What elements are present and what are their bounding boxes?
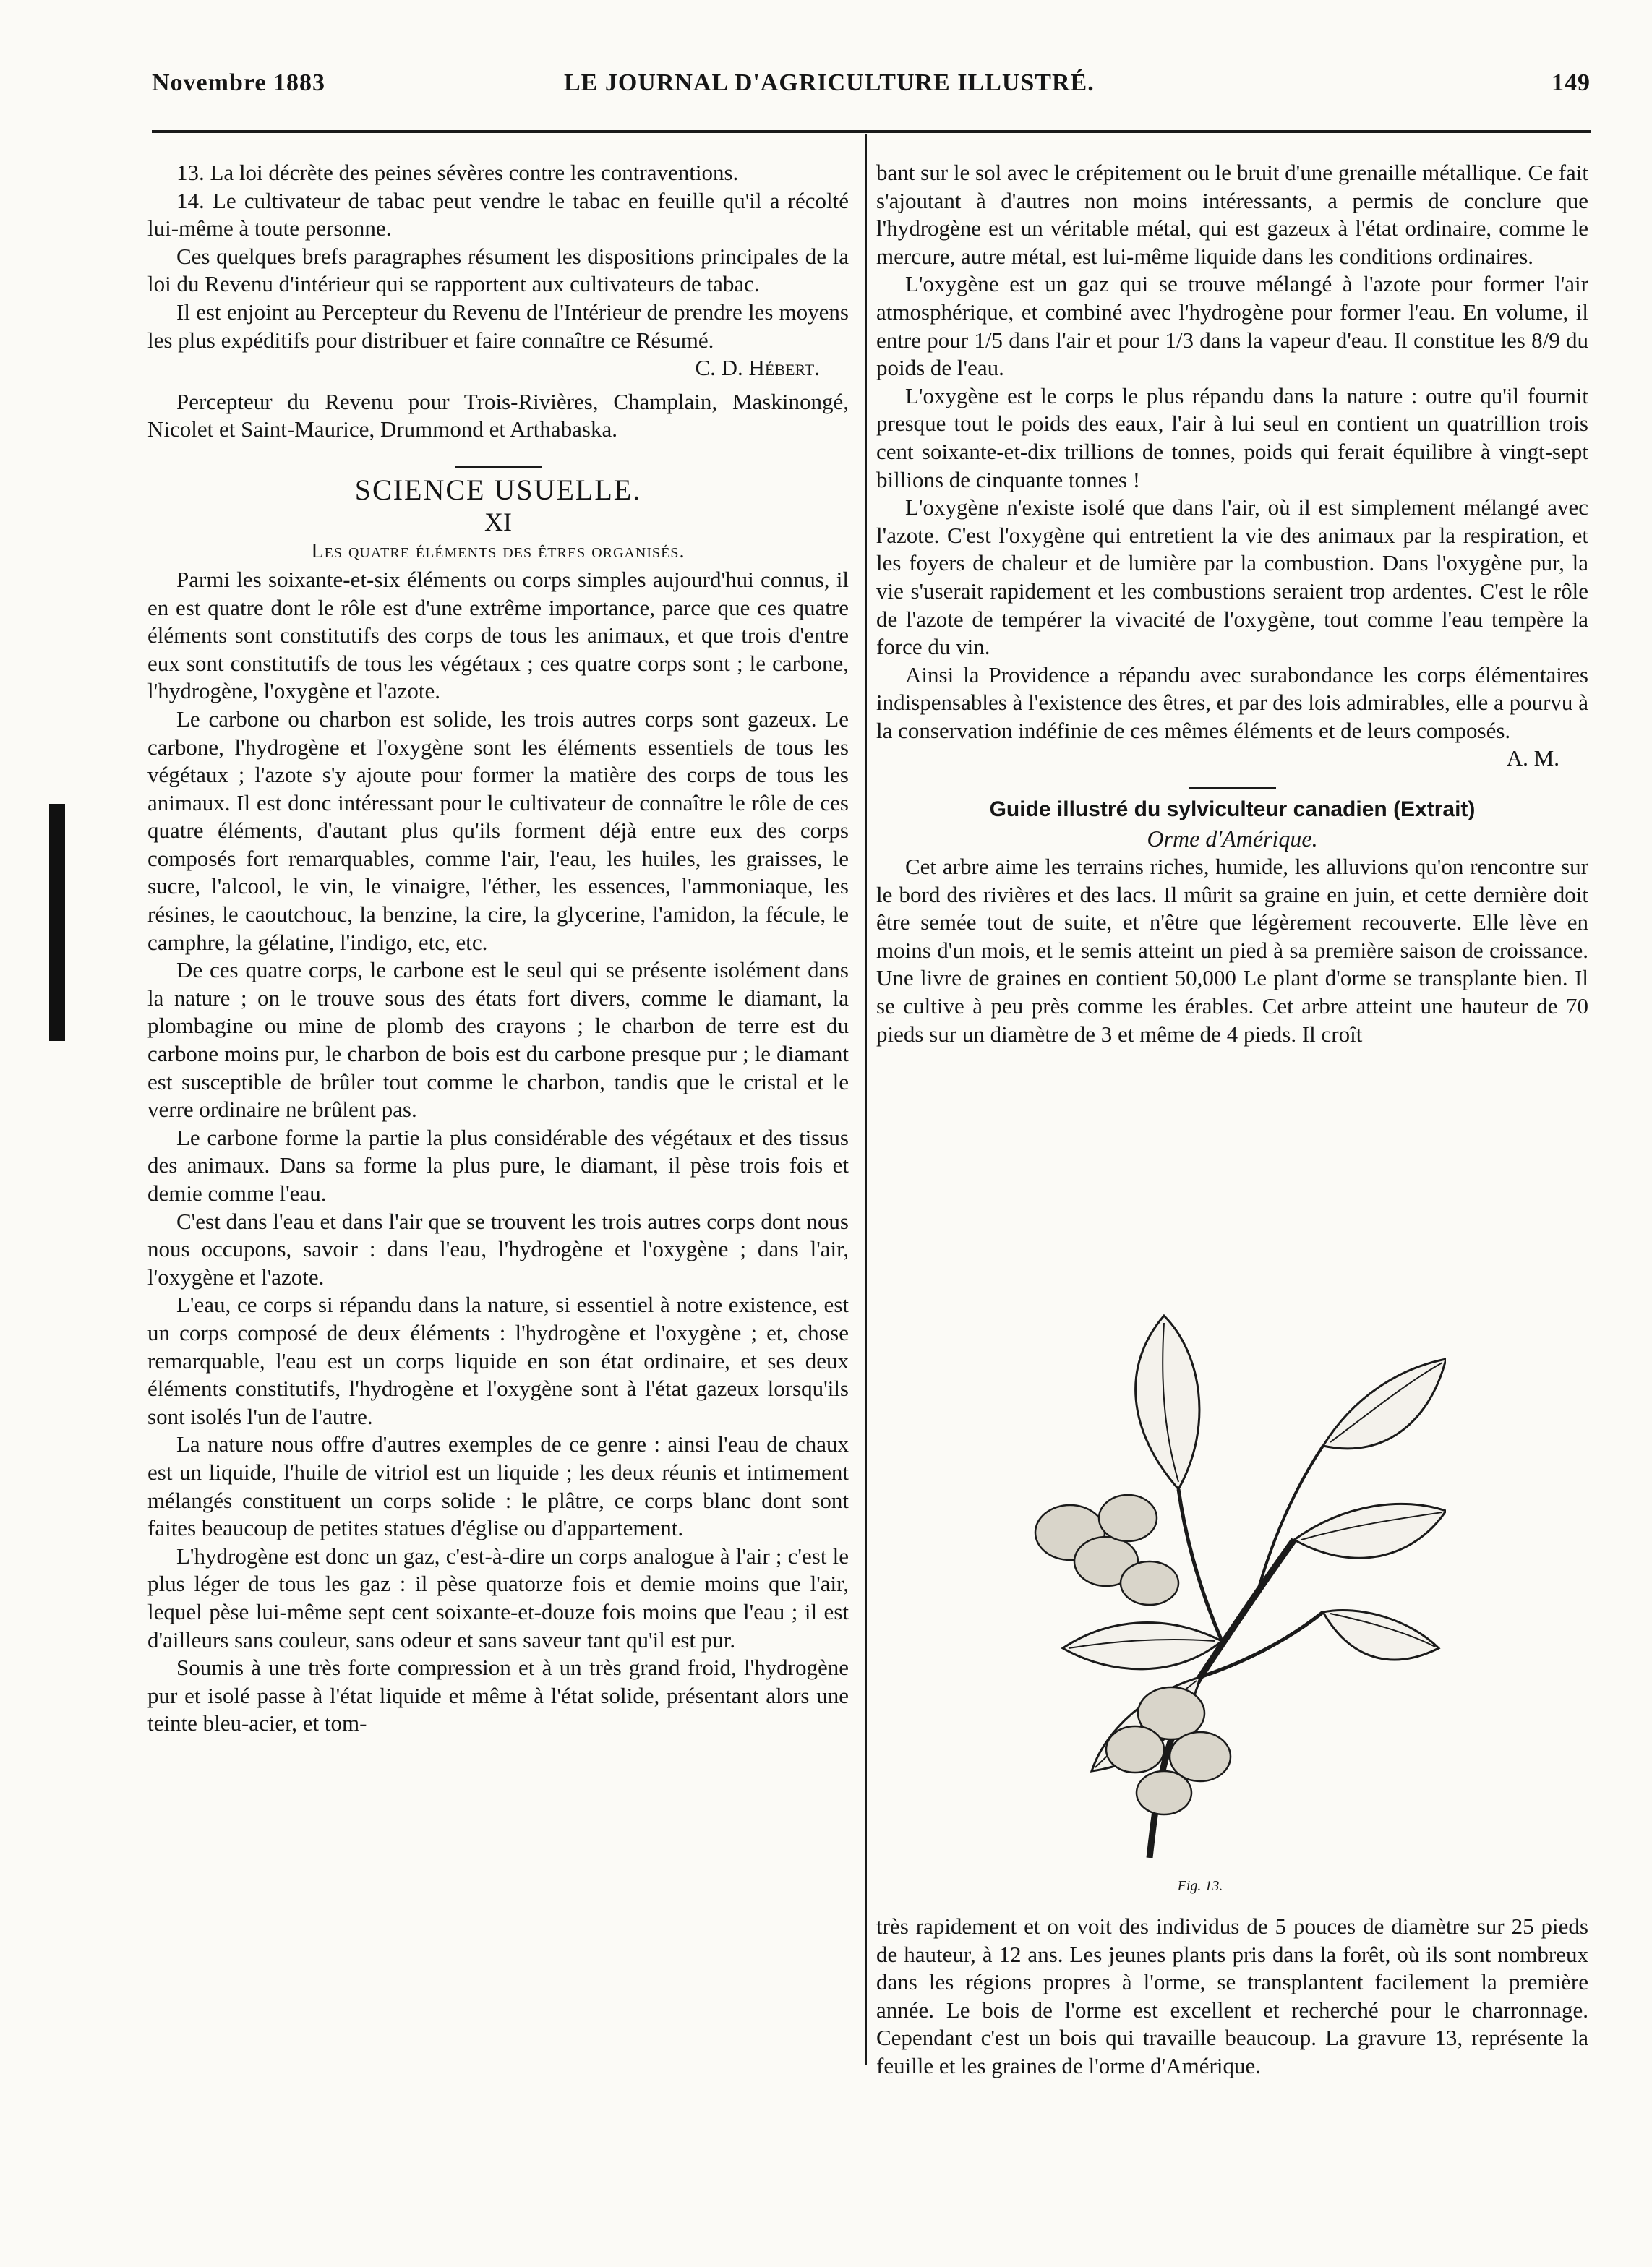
left-column — [147, 159, 849, 1738]
section-number: XI — [484, 507, 512, 536]
science-paragraph-9: Soumis à une très forte compression et à un très grand froid, l'hydrogène pur et isolé passe à l'état liquide et même à l'état solide, présentant alors une teinte bleu-acier, et tom- — [147, 1655, 849, 1736]
science-signature: A. M. — [1506, 745, 1559, 771]
oxygen-paragraph-3: L'oxygène n'existe isolé que dans l'air, où il est simplement mélangé avec l'azote. C'est l'oxygène qui entretient la vie des animaux par la respiration, et les foyers de chaleur et de lumière par la combustion. Dans l'oxygène pur, la vie s'userait rapidement et les combustions seraient trop ardentes. C'est le rôle de l'azote de tempérer la vivacité de l'oxygène, tout comme l'eau tempère la force du vin. — [876, 494, 1588, 660]
science-paragraph-3: De ces quatre corps, le carbone est le seul qui se présente isolément dans la nature ; on le trouve sous des états fort divers, comme le diamant, la plombagine ou mine de plomb des crayons ; le charbon de terre est du carbone moins pur, le charbon de bois est du carbone presque pur ; le diamant est susceptible de brûler tout comme le charbon, tandis que le cristal et le verre ordinaire ne brûlent pas. — [147, 957, 849, 1123]
section-title: SCIENCE USUELLE. — [354, 473, 642, 506]
science-paragraph-5: C'est dans l'eau et dans l'air que se trouvent les trois autres corps dont nous nous occupons, savoir : dans l'eau, l'hydrogène et l'oxygène ; dans l'air, l'oxygène et l'azote. — [147, 1208, 849, 1290]
science-paragraph-6: L'eau, ce corps si répandu dans la nature, si essentiel à notre existence, est un corps composé de deux éléments : l'hydrogène et l'oxygène ; et, chose remarquable, l'eau est un corps liquide en son état ordinaire, et ses deux éléments constitutifs, l'hydrogène et l'oxygène sont à l'état gazeux lorsqu'ils sont isolés l'un de l'autre. — [147, 1292, 849, 1429]
right-column — [876, 159, 1588, 1048]
list-item-14: 14. Le cultivateur de tabac peut vendre le tabac en feuille qu'il a récolté lui-même à toute personne. — [147, 187, 849, 241]
elm-branch-figure — [983, 1301, 1446, 1858]
header-date: Novembre 1883 — [152, 69, 325, 96]
guide-subtitle: Orme d'Amérique. — [1147, 826, 1318, 852]
signature-note: Percepteur du Revenu pour Trois-Rivières, Champlain, Maskinongé, Nicolet et Saint-Maurice, Drummond et Arthabaska. — [147, 388, 849, 442]
intro-paragraph-2: Il est enjoint au Percepteur du Revenu de l'Intérieur de prendre les moyens les plus expéditifs pour distribuer et faire connaître ce Résumé. — [147, 299, 849, 353]
science-paragraph-1: Parmi les soixante-et-six éléments ou corps simples aujourd'hui connus, il en est quatre dont le rôle est d'une extrême importance, parce que ces quatre éléments sont constitutifs des corps de tous les animaux, et que trois d'entre eux sont constitutifs de tous les végétaux ; ces quatre corps sont ; le carbone, l'hydrogène, l'oxygène et l'azote. — [147, 566, 849, 704]
page-number: 149 — [1552, 69, 1591, 96]
providence-paragraph: Ainsi la Providence a répandu avec surabondance les corps élémentaires indispensables à l'existence des êtres, et par des lois admirables, elle a pourvu à la conservation indéfinie de ces mêmes éléments et de leurs composés. — [876, 661, 1588, 743]
column-divider — [865, 134, 867, 2065]
guide-rule — [1189, 787, 1276, 789]
journal-title: LE JOURNAL D'AGRICULTURE ILLUSTRÉ. — [564, 69, 1095, 96]
science-paragraph-2: Le carbone ou charbon est solide, les trois autres corps sont gazeux. Le carbone, l'hydrogène et l'oxygène sont les éléments essentiels de tous les végétaux ; l'azote s'y ajoute pour former la matière des corps de tous les animaux. Il est donc intéressant pour le cultivateur de connaître le rôle de ces quatre éléments, d'autant plus qu'ils forment déjà entre eux des corps composés fort remarquables, comme l'air, l'eau, les huiles, les graisses, le sucre, l'alcool, le vin, le vinaigre, l'éther, les essences, l'ammoniaque, les résines, le caoutchouc, la benzine, la cire, la glycerine, l'amidon, la fécule, le camphre, la gélatine, l'indigo, etc, etc. — [147, 706, 849, 955]
margin-mark — [49, 804, 65, 1041]
guide-title: Guide illustré du sylviculteur canadien (Extrait) — [989, 797, 1476, 822]
oxygen-paragraph-1: L'oxygène est un gaz qui se trouve mélangé à l'azote pour former l'air atmosphérique, et combiné avec l'hydrogène pour former l'eau. En volume, il entre pour 1/5 dans l'air et pour 1/3 dans la vapeur d'eau. Il constitue les 8/9 du poids de l'eau. — [876, 271, 1588, 381]
signature: C. D. Hébert. — [695, 355, 820, 381]
intro-paragraph-1: Ces quelques brefs paragraphes résument les dispositions principales de la loi du Revenu d'intérieur qui se rapportent aux cultivateurs de tabac. — [147, 243, 849, 297]
list-item-13: 13. La loi décrète des peines sévères contre les contraventions. — [176, 160, 739, 185]
right-column-lower — [876, 1913, 1588, 2080]
figure-caption: Fig. 13. — [1177, 1878, 1223, 1894]
science-paragraph-8: L'hydrogène est donc un gaz, c'est-à-dire un corps analogue à l'air ; c'est le plus léger de tous les gaz : il pèse quatorze fois et demie moins que l'air, lequel pèse lui-même sept cent soixante-et-douze fois moins que l'eau ; il est d'ailleurs sans couleur, sans odeur et sans saveur tant qu'il est pur. — [147, 1543, 849, 1653]
page-header — [152, 62, 1591, 106]
section-rule — [455, 466, 542, 468]
after-figure-paragraph: très rapidement et on voit des individus de 5 pouces de diamètre sur 25 pieds de hauteur, à 12 ans. Les jeunes plants pris dans la forêt, où ils sont nombreux dans les régions propres à l'orme, se transplantent facilement la première année. Le bois de l'orme est excellent et recherché pour le charronnage. Cependant c'est un bois qui travaille beaucoup. La gravure 13, représente la feuille et les graines de l'orme d'Amérique. — [876, 1914, 1588, 2078]
science-paragraph-4: Le carbone forme la partie la plus considérable des végétaux et des tissus des animaux. Dans sa forme la plus pure, le diamant, il pèse trois fois et demie comme l'eau. — [147, 1124, 849, 1206]
oxygen-paragraph-2: L'oxygène est le corps le plus répandu dans la nature : outre qu'il fournit presque tout le poids des eaux, l'air à lui seul en contient un quatrillion trois cent soixante-et-dix trillions de tonnes, poids qui ferait équilibre à vingt-sept billions de cinquante tonnes ! — [876, 382, 1588, 492]
guide-paragraph: Cet arbre aime les terrains riches, humide, les alluvions qu'on rencontre sur le bord des rivières et des lacs. Il mûrit sa graine en juin, et cette dernière doit être semée tout de suite, et n'être que légèrement recouverte. Elle lève en moins d'un mois, et le semis atteint un pied à sa première saison de croissance. Une livre de graines en contient 50,000 Le plant d'orme se transplante bien. Il se cultive à peu près comme les érables. Cet arbre atteint une hauteur de 70 pieds sur un diamètre de 3 et même de 4 pieds. Il croît — [876, 854, 1588, 1047]
header-rule — [152, 130, 1591, 133]
science-paragraph-7: La nature nous offre d'autres exemples de ce genre : ainsi l'eau de chaux est un liquide, l'huile de vitriol est un liquide ; les deux réunis et intimement mélangés constituent un corps solide : le plâtre, ce corps blanc dont sont faites beaucoup de petites statues d'église ou d'appartement. — [147, 1431, 849, 1541]
continuation-paragraph: bant sur le sol avec le crépitement ou le bruit d'une grenaille métallique. Ce fait s'ajoutant à d'autres non moins intéressants, a permis de conclure que l'hydrogène est un véritable métal, qui est gazeux à l'état ordinaire, comme le mercure, autre métal, est lui-même liquide dans les conditions ordinaires. — [876, 160, 1588, 269]
section-subtitle: Les quatre éléments des êtres organisés. — [311, 539, 685, 562]
elm-illustration — [983, 1301, 1446, 1858]
